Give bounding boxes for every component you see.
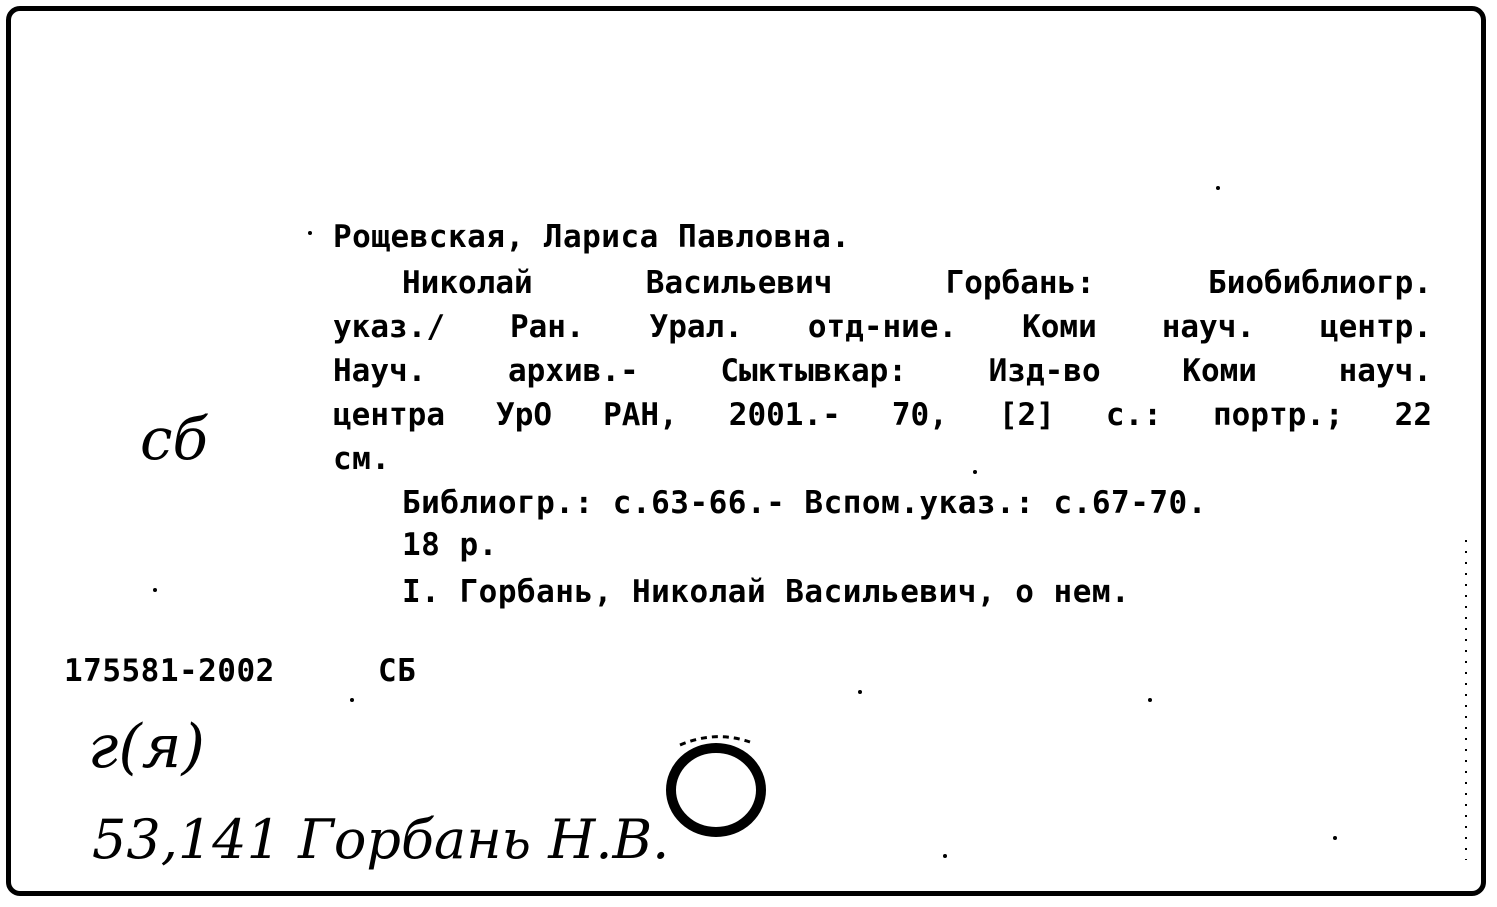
word: Васильевич bbox=[645, 265, 833, 301]
word: Горбань: bbox=[945, 265, 1095, 301]
word: Ран. bbox=[509, 309, 585, 345]
handwritten-left-mark: сб bbox=[140, 405, 208, 473]
word: Изд-во bbox=[988, 353, 1101, 389]
word: отд-ние. bbox=[807, 309, 958, 345]
catalog-card bbox=[6, 6, 1486, 896]
word: центр. bbox=[1319, 309, 1432, 345]
title-line-5: см. bbox=[333, 441, 391, 477]
word: портр.; bbox=[1212, 397, 1344, 433]
word: РАН, bbox=[603, 397, 678, 433]
word: Николай bbox=[402, 265, 533, 301]
bibliography-note: Библиогр.: с.63-66.- Вспом.указ.: с.67-70. bbox=[402, 485, 1207, 521]
word: Коми bbox=[1182, 353, 1257, 389]
word: УрО bbox=[496, 397, 553, 433]
author-heading: Рощевская, Лариса Павловна. bbox=[333, 219, 851, 255]
word: 2001.- bbox=[728, 397, 841, 433]
catalog-number: 175581-2002 bbox=[64, 653, 275, 689]
word: 70, bbox=[891, 397, 948, 433]
word: науч. bbox=[1161, 309, 1256, 345]
word: [2] bbox=[998, 397, 1055, 433]
title-line-2 bbox=[333, 309, 1432, 345]
word: указ./ bbox=[333, 309, 445, 345]
word: науч. bbox=[1338, 353, 1432, 389]
word: Сыктывкар: bbox=[720, 353, 907, 389]
catalog-code: СБ bbox=[378, 653, 417, 689]
handwritten-shelf-note: 53,141 Горбань Н.В. bbox=[92, 808, 670, 871]
price: 18 р. bbox=[402, 527, 498, 563]
word: Биобиблиогр. bbox=[1208, 265, 1432, 301]
word: Коми bbox=[1022, 309, 1097, 345]
word: Урал. bbox=[649, 309, 743, 345]
word: центра bbox=[333, 397, 445, 433]
title-line-3 bbox=[333, 353, 1432, 389]
word: Науч. bbox=[333, 353, 427, 389]
title-line-1 bbox=[402, 265, 1432, 301]
subject-entry: I. Горбань, Николай Васильевич, о нем. bbox=[402, 574, 1131, 610]
handwritten-class-code: г(я) bbox=[88, 712, 205, 782]
word: с.: bbox=[1105, 397, 1162, 433]
word: архив.- bbox=[508, 353, 639, 389]
title-line-4 bbox=[333, 397, 1432, 433]
word: 22 bbox=[1394, 397, 1432, 433]
